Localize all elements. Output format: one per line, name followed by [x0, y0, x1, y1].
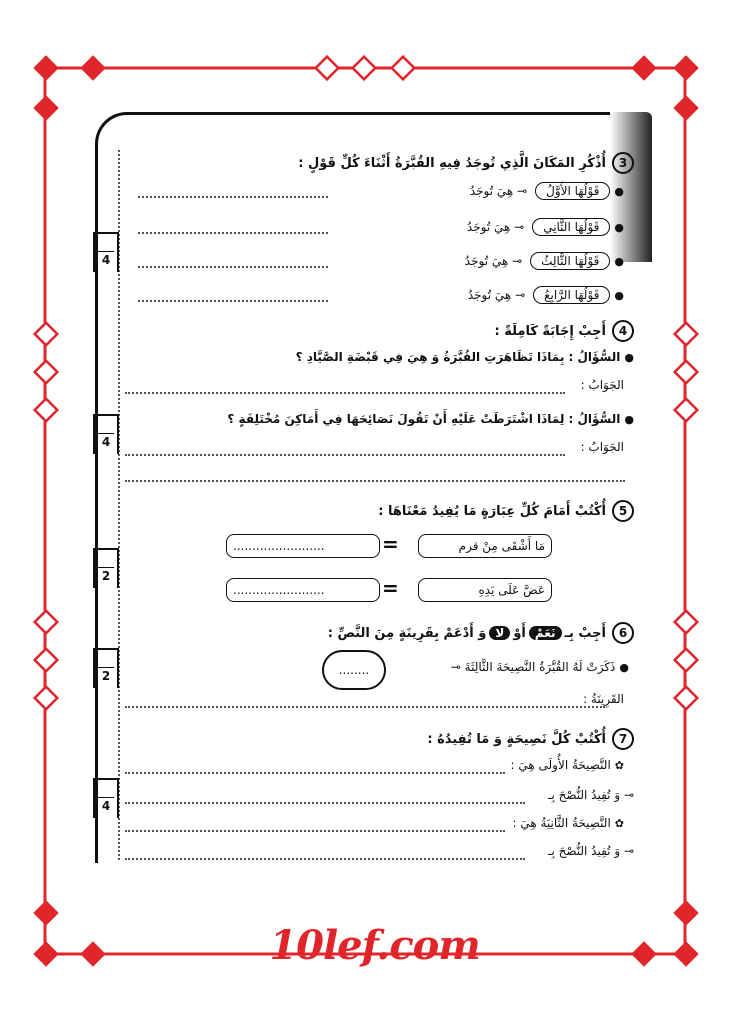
answer-line[interactable]	[125, 772, 505, 774]
saying-label: قَوْلُهَا الثَّانِي	[532, 218, 610, 236]
score-box-q6	[93, 648, 119, 688]
saying-label: قَوْلُهَا الرَّابِعُ	[533, 286, 610, 304]
arrow-icon: ⊸	[620, 844, 634, 858]
question-6-title	[328, 622, 634, 644]
site-watermark: 10lef.com	[269, 922, 480, 969]
where-label: هِيَ تُوجَدُ	[469, 184, 514, 198]
question-4-title	[494, 320, 634, 342]
q4-question-2	[227, 412, 634, 426]
answer-line[interactable]	[125, 802, 525, 804]
arrow-icon: ⊸	[511, 288, 526, 302]
or-text: أَوْ	[513, 626, 526, 641]
question-label: السُّؤَالُ :	[568, 412, 621, 426]
bullet-icon: ●	[614, 185, 624, 198]
answer-cloud[interactable]: ........	[322, 650, 386, 690]
line-label: وَ تُفِيدُ النُّصْحَ بِـ	[547, 844, 621, 858]
where-label: هِيَ تُوجَدُ	[466, 220, 511, 234]
question-number: 6	[612, 622, 634, 644]
score-value: 4	[101, 253, 111, 267]
line-label: وَ تُفِيدُ النُّصْحَ بِـ	[547, 788, 621, 802]
score-box-q7	[93, 778, 119, 818]
where-label: هِيَ تُوجَدُ	[467, 288, 512, 302]
arrow-icon: ⊸	[620, 788, 634, 802]
yes-badge: نَعَمْ	[529, 626, 562, 640]
flower-icon: ✿	[614, 759, 624, 772]
q7-line-3	[512, 816, 624, 830]
answer-label: الجَوَابُ :	[580, 440, 624, 454]
arrow-icon: ⊸	[508, 254, 523, 268]
q3-row-4	[468, 286, 624, 304]
expression-box-1: مَا أَشْقَى مِنْ قرم	[418, 534, 552, 558]
answer-line[interactable]	[125, 830, 505, 832]
bullet-icon: ●	[619, 661, 629, 674]
score-box-q4	[93, 414, 119, 454]
saying-label: قَوْلُهَا الأَوَّلُ	[535, 182, 610, 200]
question-text: أُكْتُبْ أَمَامَ كُلِّ عِبَارَةٍ مَا يُفِيدُ مَعْنَاهَا :	[378, 504, 606, 519]
answer-line[interactable]	[138, 266, 328, 268]
answer-line[interactable]	[125, 392, 565, 394]
q7-line-1	[511, 758, 624, 772]
expression-box-2: عَضَّ عَلَى يَدِهِ	[418, 578, 552, 602]
question-text: أَجِبْ بِـ	[564, 626, 606, 641]
arrow-icon: ⊸	[513, 184, 528, 198]
equals-sign: =	[382, 576, 399, 600]
answer-line[interactable]	[138, 300, 328, 302]
answer-line[interactable]	[138, 232, 328, 234]
answer-box-1[interactable]: ........................	[226, 534, 380, 558]
question-number: 4	[612, 320, 634, 342]
score-box-q3	[93, 232, 119, 272]
q4-question-1	[296, 350, 634, 364]
answer-line[interactable]	[125, 480, 625, 482]
q3-row-2	[467, 218, 624, 236]
bullet-icon: ●	[624, 413, 634, 426]
score-value: 4	[101, 799, 111, 813]
line-label: النَّصِيحَةُ الثَّانِيَةُ هِيَ :	[512, 816, 611, 830]
bullet-icon: ●	[614, 255, 624, 268]
line-label: النَّصِيحَةُ الأُولَى هِيَ :	[510, 758, 611, 772]
score-value: 2	[101, 669, 111, 683]
question-5-title	[378, 500, 634, 522]
q3-row-1	[470, 182, 624, 200]
where-label: هِيَ تُوجَدُ	[464, 254, 509, 268]
q6-evidence-label	[583, 692, 624, 706]
q7-line-4	[548, 844, 634, 858]
answer-box-2[interactable]: ........................	[226, 578, 380, 602]
question-label: السُّؤَالُ :	[568, 350, 621, 364]
q3-row-3	[465, 252, 624, 270]
question-number: 3	[612, 152, 634, 174]
answer-label: الجَوَابُ :	[580, 378, 624, 392]
equals-sign: =	[382, 532, 399, 556]
score-box-q5	[93, 548, 119, 588]
q4-answer-label-2	[581, 440, 624, 454]
answer-line[interactable]	[125, 706, 605, 708]
bullet-icon: ●	[614, 221, 624, 234]
question-text: أَجِبْ إِجَابَةً كَامِلَةً :	[494, 324, 606, 339]
q6-statement	[451, 660, 629, 674]
question-text: بِمَاذَا تَظَاهَرَتِ القُبَّرَةُ وَ هِيَ فِي قَبْضَةِ الصَّيَّادِ ؟	[295, 350, 565, 364]
q4-answer-label-1	[581, 378, 624, 392]
answer-line[interactable]	[125, 858, 525, 860]
bullet-icon: ●	[614, 289, 624, 302]
evidence-label: القَرِينَةُ :	[583, 692, 624, 706]
question-text: أُذْكُرِ المَكَانَ الَّذِي تُوجَدُ فِيهِ القُبَّرَةُ أَثْنَاءَ كُلِّ قَوْلٍ :	[298, 156, 606, 171]
question-text: أُكْتُبْ كُلَّ نَصِيحَةٍ وَ مَا تُفِيدُهُ :	[427, 732, 606, 747]
q7-line-2	[548, 788, 634, 802]
question-text: وَ أَدْعَمْ بِقَرِينَةٍ مِنَ النَّصِّ :	[327, 626, 487, 641]
score-value: 2	[101, 569, 111, 583]
question-7-title	[427, 728, 634, 750]
answer-line[interactable]	[125, 454, 565, 456]
answer-line[interactable]	[138, 196, 328, 198]
bullet-icon: ●	[624, 351, 634, 364]
question-3-title	[298, 152, 634, 174]
question-number: 7	[612, 728, 634, 750]
arrow-icon: ⊸	[510, 220, 525, 234]
statement-text: ذَكَرَتْ لَهُ القُبَّرَةُ النَّصِيحَةَ الثَّالِثَةَ	[464, 660, 616, 674]
question-text: لِمَاذَا اشْتَرَطَتْ عَلَيْهِ أَنْ تَقُولَ نَصَائِحَهَا فِي أَمَاكِنَ مُخْتَلِفَةٍ ؟	[227, 412, 565, 426]
no-badge: لا	[489, 626, 510, 640]
saying-label: قَوْلُهَا الثَّالِثُ	[530, 252, 610, 270]
score-value: 4	[101, 435, 111, 449]
question-number: 5	[612, 500, 634, 522]
arrow-icon: ⊸	[450, 660, 461, 674]
flower-icon: ✿	[614, 817, 624, 830]
